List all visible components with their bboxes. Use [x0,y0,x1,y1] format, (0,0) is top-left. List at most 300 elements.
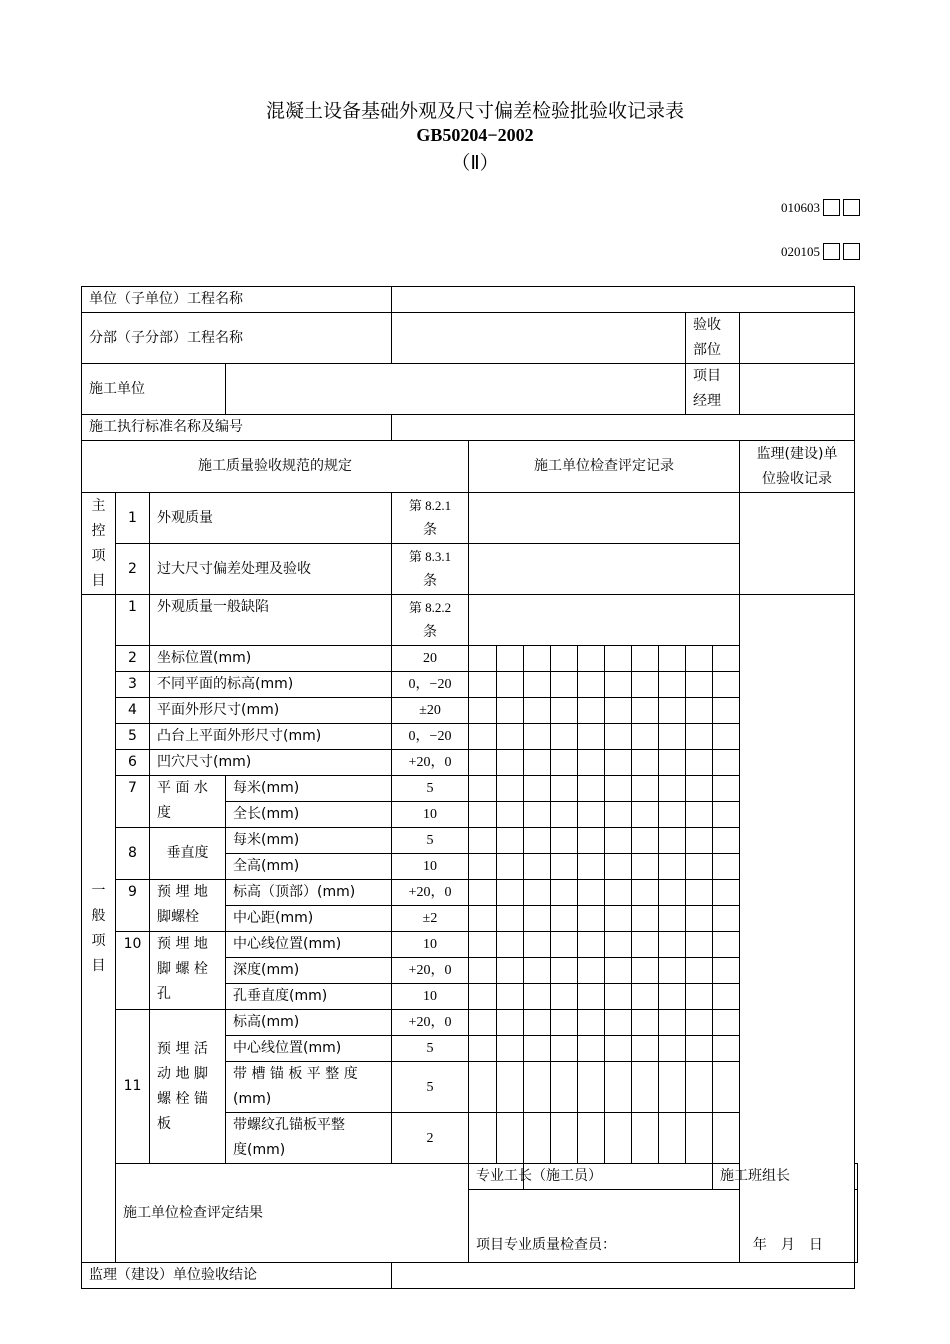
measure-cell[interactable] [469,828,497,854]
measure-cell[interactable] [605,1113,632,1164]
measure-cell[interactable] [469,1010,497,1036]
measure-cell[interactable] [497,1062,524,1113]
label-line: 度 [157,805,171,821]
contractor-record-cell[interactable] [469,493,740,544]
measure-cell[interactable] [551,646,578,672]
clause-line1: 第 8.2.2 [408,600,452,615]
measure-cell[interactable] [524,1062,551,1113]
measure-cell[interactable] [497,646,524,672]
measure-cell[interactable] [578,1113,605,1164]
measure-cell[interactable] [632,854,659,880]
item-name: 外观质量 [150,493,392,544]
measure-cell[interactable] [659,1062,686,1113]
measure-cell[interactable] [524,1113,551,1164]
measure-cell[interactable] [551,906,578,932]
measure-cell[interactable] [578,802,605,828]
group-char: 般 [91,907,106,924]
measure-cell[interactable] [605,854,632,880]
measure-cell[interactable] [469,1036,497,1062]
measure-cell[interactable] [686,828,713,854]
item-standard: 5 [392,1036,469,1062]
measure-cell[interactable] [686,880,713,906]
measure-cell[interactable] [632,672,659,698]
measure-cell[interactable] [551,802,578,828]
item-number: 2 [116,544,150,595]
measure-cell[interactable] [524,698,551,724]
item-name: 外观质量一般缺陷 [150,595,392,646]
measure-cell[interactable] [578,854,605,880]
measure-cell[interactable] [713,750,740,776]
measure-cell[interactable] [524,958,551,984]
general-group-label [82,595,116,1263]
foreman-label: 专业工长（施工员） [469,1164,524,1190]
code-checkbox[interactable] [823,243,840,260]
form-code-1-text: 010603 [781,200,820,215]
measure-cell[interactable] [659,776,686,802]
measure-cell[interactable] [551,672,578,698]
item-standard: 5 [392,828,469,854]
item-number: 11 [116,1010,150,1164]
supervisor-record-header-line1: 监理(建设)单 [756,445,838,462]
item-group-label [150,1010,226,1164]
measure-cell[interactable] [524,854,551,880]
inspector-label: 项目专业质量检查员： [476,1237,616,1253]
measure-cell[interactable] [497,724,524,750]
item-standard: 10 [392,984,469,1010]
measure-cell[interactable] [659,750,686,776]
measure-cell[interactable] [578,906,605,932]
measure-cell[interactable] [659,672,686,698]
code-checkbox[interactable] [823,199,840,216]
measure-cell[interactable] [686,750,713,776]
measure-cell[interactable] [632,776,659,802]
measure-cell[interactable] [632,880,659,906]
name-line: 度(mm) [233,1142,286,1158]
measure-cell[interactable] [659,932,686,958]
measure-cell[interactable] [605,724,632,750]
item-standard: 5 [392,776,469,802]
group-char: 项 [91,932,106,949]
inspection-part-label: 验收部位 [686,313,740,364]
item-name: 不同平面的标高(mm) [150,672,392,698]
measure-cell[interactable] [686,802,713,828]
item-standard: +20，0 [392,958,469,984]
item-clause [392,544,469,595]
group-char: 目 [91,957,106,974]
measure-cell[interactable] [713,1036,740,1062]
measure-cell[interactable] [713,1113,740,1164]
measure-cell[interactable] [605,750,632,776]
clause-line2: 条 [423,523,437,538]
date-label: 年 月 日 [752,1237,823,1253]
measure-cell[interactable] [578,932,605,958]
measure-cell[interactable] [497,958,524,984]
measure-cell[interactable] [605,1010,632,1036]
team-leader-label: 施工班组长 [713,1164,855,1190]
measure-cell[interactable] [524,1036,551,1062]
measure-cell[interactable] [659,1036,686,1062]
measure-cell[interactable] [713,1010,740,1036]
measure-cell[interactable] [605,906,632,932]
measure-cell[interactable] [605,776,632,802]
measure-cell[interactable] [605,958,632,984]
group-char: 一 [91,882,106,899]
measure-cell[interactable] [686,984,713,1010]
measure-cell[interactable] [524,750,551,776]
measure-cell[interactable] [578,880,605,906]
item-standard: 5 [392,1062,469,1113]
measure-cell[interactable] [686,776,713,802]
item-number: 5 [116,724,150,750]
measure-cell[interactable] [551,1062,578,1113]
label-line: 平 面 水 [157,780,208,796]
item-standard: ±2 [392,906,469,932]
measure-cell[interactable] [632,1010,659,1036]
measure-cell[interactable] [497,802,524,828]
measure-cell[interactable] [659,1113,686,1164]
measure-cell[interactable] [469,906,497,932]
contractor-record-header: 施工单位检查评定记录 [469,441,740,493]
measure-cell[interactable] [686,1036,713,1062]
group-char: 项 [91,547,106,564]
measure-cell[interactable] [686,698,713,724]
measure-cell[interactable] [605,646,632,672]
measure-cell[interactable] [632,932,659,958]
measure-cell[interactable] [632,724,659,750]
code-checkbox[interactable] [843,243,860,260]
item-group-label: 垂直度 [150,828,226,880]
measure-cell[interactable] [713,932,740,958]
measure-cell[interactable] [659,984,686,1010]
measure-cell[interactable] [713,1062,740,1113]
contractor-label: 施工单位 [82,364,226,415]
measure-cell[interactable] [551,750,578,776]
measure-cell[interactable] [578,1036,605,1062]
measure-cell[interactable] [659,880,686,906]
measure-cell[interactable] [497,880,524,906]
item-standard: ±20 [392,698,469,724]
group-char: 主 [91,497,106,514]
measure-cell[interactable] [686,672,713,698]
measure-cell[interactable] [469,672,497,698]
form-code-1 [781,199,860,216]
supervisor-record-cell[interactable] [740,493,855,595]
measure-cell[interactable] [524,880,551,906]
sub-item-name: 全长(mm) [226,802,392,828]
subproject-field[interactable] [392,313,686,364]
label-line: 脚螺栓 [157,909,199,925]
measure-cell[interactable] [686,1010,713,1036]
clause-line2: 条 [423,625,437,640]
measure-cell[interactable] [686,1062,713,1113]
measure-cell[interactable] [578,1062,605,1113]
measure-cell[interactable] [605,802,632,828]
item-number: 1 [116,595,150,646]
measure-cell[interactable] [578,1010,605,1036]
sub-item-name [226,1062,392,1113]
subproject-label: 分部（子分部）工程名称 [82,313,392,364]
measure-cell[interactable] [524,724,551,750]
measure-cell[interactable] [524,828,551,854]
label-line: 螺 栓 锚 [157,1090,208,1107]
measure-cell[interactable] [524,932,551,958]
measure-cell[interactable] [497,672,524,698]
measure-cell[interactable] [578,828,605,854]
inspector-signature-area[interactable] [469,1190,858,1263]
measure-cell[interactable] [497,906,524,932]
label-line: 预 埋 地 [157,884,208,900]
measure-cell[interactable] [551,854,578,880]
form-title: 混凝土设备基础外观及尺寸偏差检验批验收记录表 [265,100,684,122]
measure-cell[interactable] [551,724,578,750]
measure-cell[interactable] [524,802,551,828]
sub-item-name: 中心线位置(mm) [226,932,392,958]
measure-cell[interactable] [713,906,740,932]
measure-cell[interactable] [497,854,524,880]
standard-code: GB50204−2002 [416,125,534,145]
code-checkbox[interactable] [843,199,860,216]
measure-cell[interactable] [632,802,659,828]
measure-cell[interactable] [551,958,578,984]
measure-cell[interactable] [524,646,551,672]
measure-cell[interactable] [605,698,632,724]
project-name-label: 单位（子单位）工程名称 [82,287,392,313]
form-part: （Ⅱ） [451,153,499,174]
measure-cell[interactable] [469,1062,497,1113]
measure-cell[interactable] [632,828,659,854]
measure-cell[interactable] [686,932,713,958]
measure-cell[interactable] [713,698,740,724]
measure-cell[interactable] [524,984,551,1010]
measure-cell[interactable] [469,1113,497,1164]
supervisor-record-header-line2: 位验收记录 [762,470,833,487]
measure-cell[interactable] [551,1010,578,1036]
measure-cell[interactable] [713,802,740,828]
sub-item-name: 中心线位置(mm) [226,1036,392,1062]
item-clause [392,595,469,646]
item-clause [392,493,469,544]
measure-cell[interactable] [632,1062,659,1113]
name-line: (mm) [233,1091,272,1107]
label-line: 动 地 脚 [157,1065,208,1082]
group-char: 控 [91,522,106,539]
measure-cell[interactable] [469,984,497,1010]
item-standard: 10 [392,802,469,828]
standard-field[interactable] [392,415,855,441]
name-line: 带 槽 锚 板 平 整 度 [233,1066,358,1082]
measure-cell[interactable] [713,776,740,802]
measure-cell[interactable] [605,1036,632,1062]
measure-cell[interactable] [632,698,659,724]
measure-cell[interactable] [605,1062,632,1113]
measure-cell[interactable] [497,984,524,1010]
label-line: 预 埋 活 [157,1040,208,1057]
measure-cell[interactable] [605,932,632,958]
measure-cell[interactable] [659,802,686,828]
measure-cell[interactable] [469,880,497,906]
measure-cell[interactable] [497,698,524,724]
measure-cell[interactable] [578,724,605,750]
measure-cell[interactable] [713,828,740,854]
measure-cell[interactable] [659,698,686,724]
measure-cell[interactable] [659,646,686,672]
measure-cell[interactable] [605,828,632,854]
measure-cell[interactable] [524,906,551,932]
measure-cell[interactable] [469,724,497,750]
measure-cell[interactable] [686,646,713,672]
measure-cell[interactable] [605,880,632,906]
contractor-record-cell[interactable] [469,544,740,595]
measure-cell[interactable] [551,776,578,802]
measure-cell[interactable] [497,1010,524,1036]
measure-cell[interactable] [551,1113,578,1164]
label-line: 孔 [157,986,171,1002]
item-number: 4 [116,698,150,724]
item-number: 9 [116,880,150,932]
measure-cell[interactable] [578,776,605,802]
measure-cell[interactable] [632,750,659,776]
item-number: 1 [116,493,150,544]
measure-cell[interactable] [713,880,740,906]
contractor-field[interactable] [226,364,686,415]
measure-cell[interactable] [497,776,524,802]
measure-cell[interactable] [469,776,497,802]
supervisor-record-cell[interactable] [740,595,855,1263]
measure-cell[interactable] [605,672,632,698]
inspection-table [81,286,858,1289]
inspection-part-field[interactable] [740,313,855,364]
measure-cell[interactable] [659,906,686,932]
label-line: 脚 螺 栓 [157,961,208,977]
measure-cell[interactable] [713,646,740,672]
measure-cell[interactable] [524,672,551,698]
form-code-2-text: 020105 [781,244,820,259]
measure-cell[interactable] [686,906,713,932]
item-standard: 10 [392,854,469,880]
label-line: 板 [157,1115,171,1132]
sub-item-name: 每米(mm) [226,828,392,854]
project-name-field[interactable] [392,287,855,313]
measure-cell[interactable] [713,854,740,880]
item-number: 6 [116,750,150,776]
project-manager-field[interactable] [740,364,855,415]
item-standard: 0，−20 [392,724,469,750]
measure-cell[interactable] [632,1036,659,1062]
item-number: 7 [116,776,150,828]
measure-cell[interactable] [578,984,605,1010]
measure-cell[interactable] [578,698,605,724]
measure-cell[interactable] [713,958,740,984]
measure-cell[interactable] [578,672,605,698]
contractor-result-label: 施工单位检查评定结果 [116,1164,469,1263]
measure-cell[interactable] [578,958,605,984]
measure-cell[interactable] [578,646,605,672]
clause-line1: 第 8.2.1 [408,498,452,513]
measure-cell[interactable] [524,776,551,802]
measure-cell[interactable] [524,1010,551,1036]
measure-cell[interactable] [551,932,578,958]
measure-cell[interactable] [632,646,659,672]
measure-cell[interactable] [497,828,524,854]
measure-cell[interactable] [497,750,524,776]
measure-cell[interactable] [659,828,686,854]
measure-cell[interactable] [632,906,659,932]
main-control-group-label [82,493,116,595]
item-name: 凸台上平面外形尺寸(mm) [150,724,392,750]
item-number: 3 [116,672,150,698]
item-group-label [150,932,226,1010]
measure-cell[interactable] [551,828,578,854]
project-manager-label: 项目经理 [686,364,740,415]
measure-cell[interactable] [469,802,497,828]
standard-label: 施工执行标准名称及编号 [82,415,392,441]
supervisor-conclusion-field[interactable] [392,1263,855,1289]
team-leader-field[interactable] [855,1164,858,1190]
measure-cell[interactable] [632,1113,659,1164]
measure-cell[interactable] [469,698,497,724]
measure-cell[interactable] [551,880,578,906]
measure-cell[interactable] [551,1036,578,1062]
measure-cell[interactable] [469,750,497,776]
measure-cell[interactable] [659,1010,686,1036]
measure-cell[interactable] [578,750,605,776]
item-number: 2 [116,646,150,672]
measure-cell[interactable] [686,958,713,984]
measure-cell[interactable] [713,672,740,698]
measure-cell[interactable] [686,1113,713,1164]
item-name: 平面外形尺寸(mm) [150,698,392,724]
item-standard: +20，0 [392,880,469,906]
measure-cell[interactable] [469,958,497,984]
measure-cell[interactable] [713,984,740,1010]
clause-line2: 条 [423,574,437,589]
measure-cell[interactable] [686,724,713,750]
measure-cell[interactable] [713,724,740,750]
supervisor-conclusion-label: 监理（建设）单位验收结论 [82,1263,392,1289]
measure-cell[interactable] [469,646,497,672]
sub-item-name: 标高(mm) [226,1010,392,1036]
item-standard: +20，0 [392,750,469,776]
item-group-label [150,880,226,932]
measure-cell[interactable] [632,984,659,1010]
contractor-record-cell[interactable] [469,595,740,646]
item-name: 过大尺寸偏差处理及验收 [150,544,392,595]
item-name: 坐标位置(mm) [150,646,392,672]
measure-cell[interactable] [469,932,497,958]
measure-cell[interactable] [659,958,686,984]
measure-cell[interactable] [605,984,632,1010]
item-number: 8 [116,828,150,880]
item-name: 凹穴尺寸(mm) [150,750,392,776]
sub-item-name: 深度(mm) [226,958,392,984]
measure-cell[interactable] [469,854,497,880]
measure-cell[interactable] [632,958,659,984]
item-group-label [150,776,226,828]
measure-cell[interactable] [497,1036,524,1062]
measure-cell[interactable] [659,854,686,880]
measure-cell[interactable] [686,854,713,880]
measure-cell[interactable] [497,1113,524,1164]
measure-cell[interactable] [551,698,578,724]
supervisor-record-header [740,441,855,493]
item-standard: 10 [392,932,469,958]
sub-item-name: 标高（顶部）(mm) [226,880,392,906]
measure-cell[interactable] [659,724,686,750]
measure-cell[interactable] [497,932,524,958]
item-standard: 20 [392,646,469,672]
measure-cell[interactable] [551,984,578,1010]
item-standard: 0，−20 [392,672,469,698]
